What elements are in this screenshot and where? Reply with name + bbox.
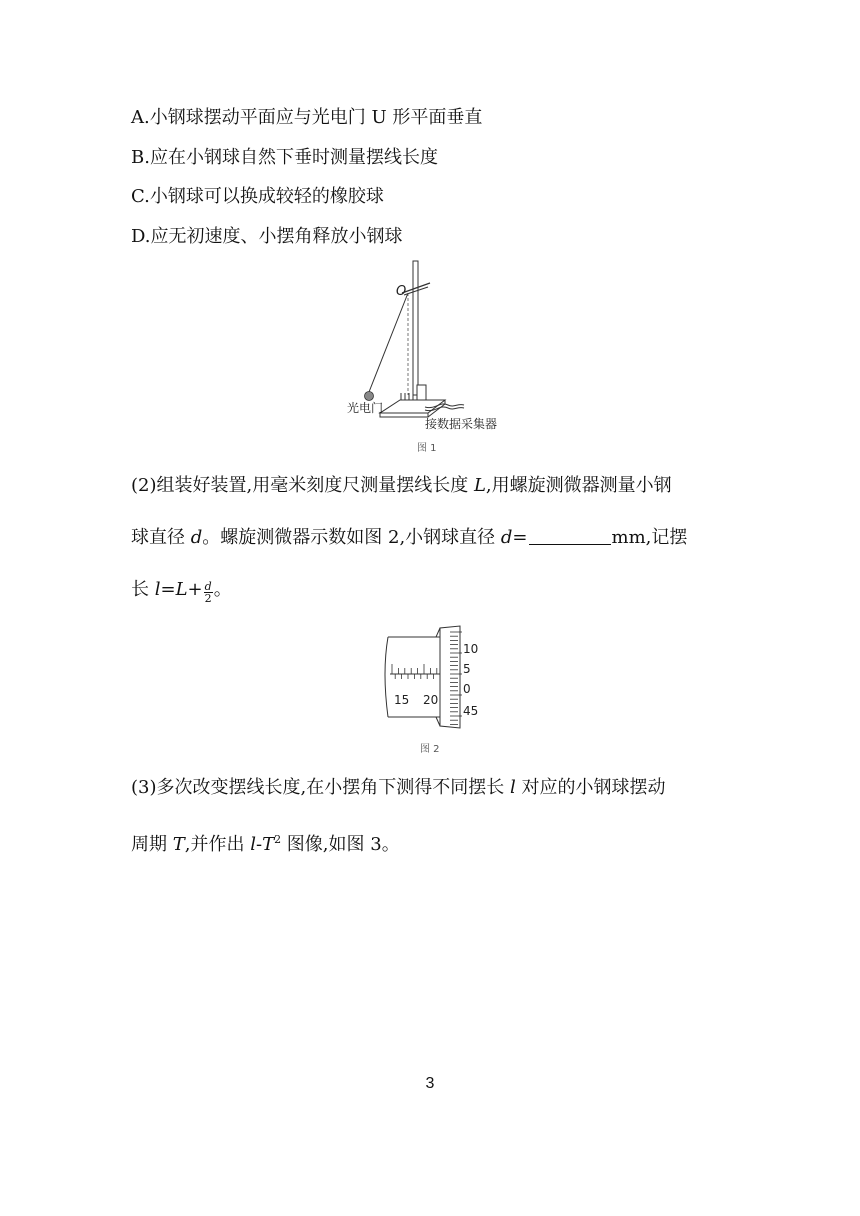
collector-label: 接数据采集器: [425, 417, 498, 431]
pivot-label: O: [396, 284, 407, 299]
thimble-45: 45: [463, 704, 479, 718]
option-b: B.应在小钢球自然下垂时测量摆线长度: [131, 147, 438, 168]
part3-line2: 周期 T,并作出 $l-T^2$ 图像,如图 3。: [131, 833, 400, 855]
part2-line1: (2)组装好装置,用毫米刻度尺测量摆线长度 L,用螺旋测微器测量小钢: [131, 475, 672, 496]
thimble-5: 5: [463, 662, 471, 676]
main-scale-20: 20: [423, 693, 439, 707]
part3-line1: (3)多次改变摆线长度,在小摆角下测得不同摆长 l 对应的小钢球摆动: [131, 777, 666, 798]
answer-blank[interactable]: [529, 526, 611, 545]
thimble-0: 0: [463, 682, 471, 696]
steel-ball: [365, 392, 374, 401]
fraction-d-over-2: $\frac{d}{2}$: [204, 580, 212, 605]
thimble-10: 10: [463, 642, 479, 656]
part2-line2: 球直径 d。螺旋测微器示数如图 2,小钢球直径 d= mm,记摆: [131, 527, 688, 548]
figure-1-pendulum-diagram: [340, 255, 530, 460]
option-d: D.应无初速度、小摆角释放小钢球: [131, 226, 403, 247]
figure-2-caption: 图 2: [420, 744, 440, 755]
part2-line3: 长 l=L+ $\frac{d}{2}$ 。: [131, 579, 232, 605]
page-number: 3: [425, 1075, 435, 1092]
figure-1-caption: 图 1: [417, 443, 437, 454]
main-scale-ticks: [392, 664, 440, 679]
main-scale-15: 15: [394, 693, 410, 707]
option-c: C.小钢球可以换成较轻的橡胶球: [131, 186, 384, 207]
photogate-label: 光电门: [347, 401, 384, 415]
option-a: A.小钢球摆动平面应与光电门 U 形平面垂直: [131, 107, 483, 128]
figure-2-micrometer: [378, 622, 483, 757]
